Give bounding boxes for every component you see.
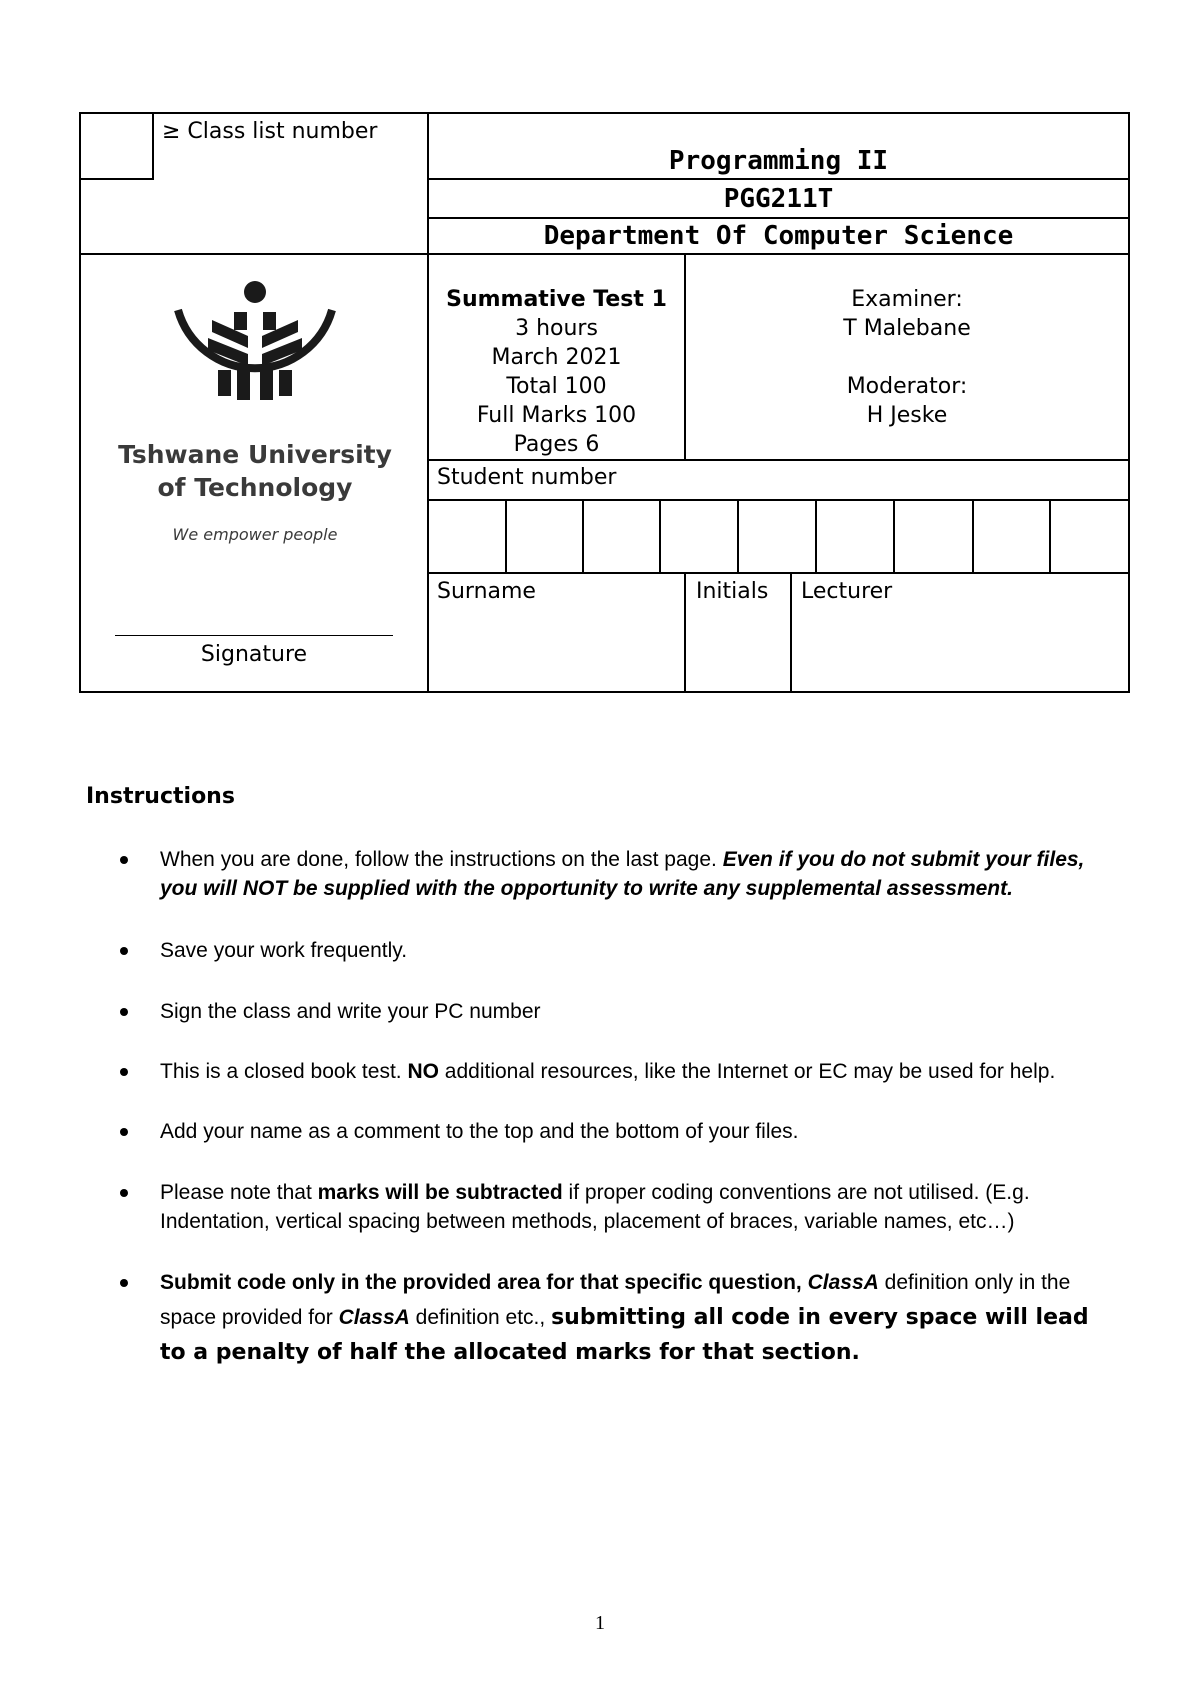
course-code: PGG211T — [723, 184, 834, 214]
test-total: Total 100 — [506, 374, 607, 399]
test-duration: 3 hours — [515, 316, 598, 341]
bullet-icon — [120, 1068, 128, 1076]
bullet-icon — [120, 1008, 128, 1016]
instructions-heading: Instructions — [86, 784, 235, 809]
test-pages: Pages 6 — [513, 432, 600, 457]
initials-label: Initials — [696, 579, 769, 604]
test-date: March 2021 — [491, 345, 622, 370]
surname-label: Surname — [437, 579, 536, 604]
list-item: Add your name as a comment to the top and the bottom of your files. — [160, 1117, 1110, 1146]
bullet-icon — [120, 947, 128, 955]
class-list-number-box[interactable] — [81, 114, 152, 178]
list-item: Submit code only in the provided area for that specific question, ClassA definition only in the space provided for ClassA definition etc., submitting all code in every space will lead to a penalty of half the allocated marks for that section. — [160, 1265, 1110, 1370]
course-title: Programming II — [668, 146, 889, 176]
bullet-icon — [120, 1189, 128, 1197]
student-number-label: Student number — [437, 465, 617, 490]
list-item: When you are done, follow the instructions on the last page. Even if you do not submit your files, you will NOT be supplied with the opportunity to write any supplemental assessment. — [160, 845, 1110, 903]
university-slogan: We empower people — [172, 525, 338, 544]
department-name: Department Of Computer Science — [543, 221, 1014, 251]
test-full-marks: Full Marks 100 — [476, 403, 637, 428]
class-list-number-label: ≥ Class list number — [162, 119, 378, 144]
signature-label: Signature — [200, 642, 308, 667]
bullet-icon — [120, 1279, 128, 1287]
list-item: Save your work frequently. — [160, 936, 1110, 965]
list-item: Sign the class and write your PC number — [160, 997, 1110, 1026]
bullet-icon — [120, 856, 128, 864]
university-name-line2: of Technology — [157, 473, 353, 502]
examiner-name: T Malebane — [843, 316, 971, 341]
examiner-label: Examiner: — [851, 287, 963, 312]
bullet-icon — [120, 1128, 128, 1136]
lecturer-label: Lecturer — [801, 579, 893, 604]
list-item: This is a closed book test. NO additional resources, like the Internet or EC may be used for help. — [160, 1057, 1110, 1086]
list-item: Please note that marks will be subtracted if proper coding conventions are not utilised. (E.g. Indentation, vertical spacing between methods, placement of braces, variable names, etc…) — [160, 1178, 1110, 1236]
page-number: 1 — [595, 1612, 605, 1634]
instructions-list — [160, 0, 1120, 1400]
moderator-label: Moderator: — [846, 374, 968, 399]
test-name: Summative Test 1 — [446, 287, 667, 312]
moderator-name: H Jeske — [866, 403, 948, 428]
university-name-line1: Tshwane University — [118, 440, 392, 469]
